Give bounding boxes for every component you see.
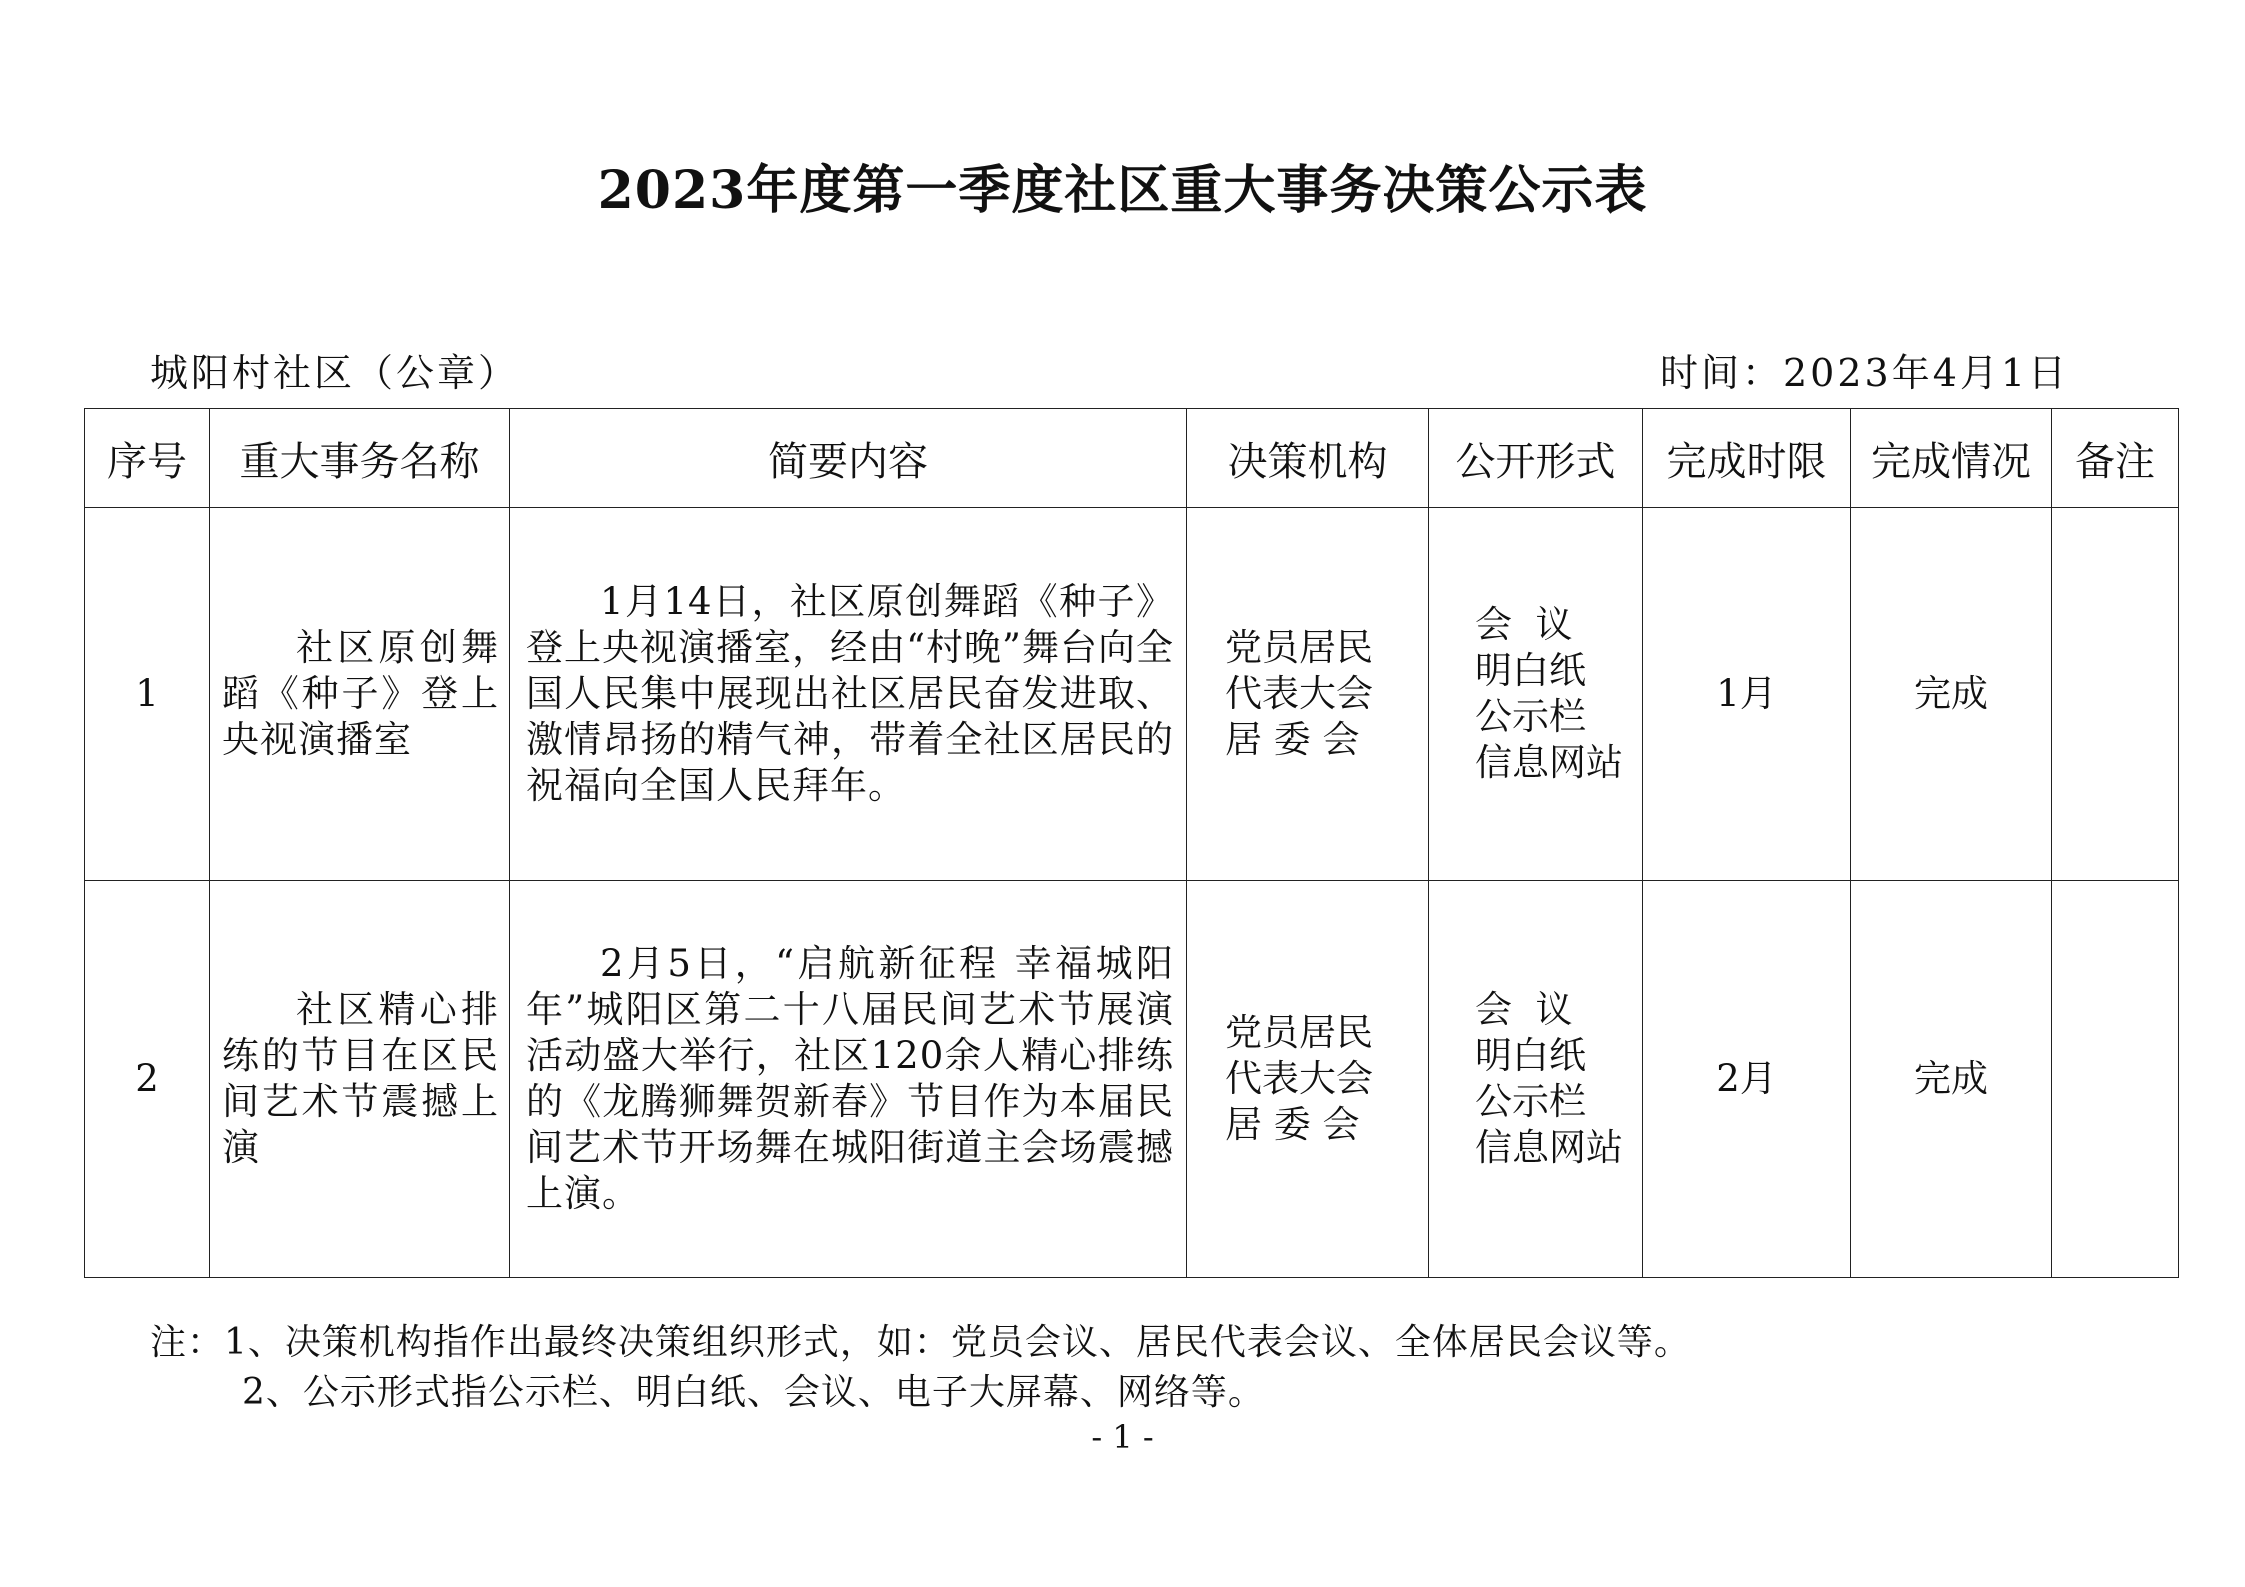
form-line: 明白纸 [1475,1034,1586,1077]
row-remark [2052,881,2179,1278]
row-status: 完成 [1851,881,2052,1278]
row-form [1429,881,1643,1278]
note-line: 注：1、决策机构指作出最终决策组织形式，如：党员会议、居民代表会议、全体居民会议等。 [150,1322,1691,1363]
header-name: 重大事务名称 [210,409,510,508]
row-no: 2 [85,881,210,1278]
row-name-text: 社区原创舞蹈《种子》登上央视演播室 [222,626,499,761]
row-content-text: 2月5日，“启航新征程 幸福城阳年”城阳区第二十八届民间艺术节展演活动盛大举行，社区120余人精心排练的《龙腾狮舞贺新春》节目作为本届民间艺术节开场舞在城阳街道主会场震撼上演。 [526,942,1174,1215]
org-line: 代表大会 [1225,1057,1373,1100]
header-form: 公开形式 [1429,409,1643,508]
row-deadline: 1月 [1643,508,1851,881]
form-line: 明白纸 [1475,649,1586,692]
form-line: 信息网站 [1475,741,1623,784]
row-content [510,881,1187,1278]
row-name [210,508,510,881]
row-name-text: 社区精心排练的节目在区民间艺术节震撼上演 [222,988,499,1169]
row-org [1187,881,1429,1278]
org-line: 居 委 会 [1225,718,1360,761]
row-org [1187,508,1429,881]
publish-date: 时间：2023年4月1日 [1660,351,2070,395]
form-line: 信息网站 [1475,1126,1623,1169]
row-status: 完成 [1851,508,2052,881]
header-status: 完成情况 [1851,409,2052,508]
note-line: 2、公示形式指公示栏、明白纸、会议、电子大屏幕、网络等。 [242,1372,1265,1413]
org-line: 代表大会 [1225,672,1373,715]
row-remark [2052,508,2179,881]
header-remark: 备注 [2052,409,2179,508]
row-content-text: 1月14日，社区原创舞蹈《种子》登上央视演播室，经由“村晚”舞台向全国人民集中展现出社区居民奋发进取、激情昂扬的精气神，带着全社区居民的祝福向全国人民拜年。 [526,580,1174,807]
page-title: 2023年度第一季度社区重大事务决策公示表 [597,160,1648,221]
org-line: 党员居民 [1225,1011,1373,1054]
community-seal-label: 城阳村社区（公章） [150,351,520,395]
header-content: 简要内容 [510,409,1187,508]
table-row [85,881,2179,1278]
row-content [510,508,1187,881]
table-header-row [85,409,2179,508]
row-name [210,881,510,1278]
header-no: 序号 [85,409,210,508]
form-line: 会 议 [1475,988,1573,1031]
decision-table [84,408,2179,1278]
form-line: 公示栏 [1475,695,1586,738]
header-org: 决策机构 [1187,409,1429,508]
table-row [85,508,2179,881]
page-number: - 1 - [1091,1418,1154,1456]
org-line: 党员居民 [1225,626,1373,669]
row-form [1429,508,1643,881]
row-no: 1 [85,508,210,881]
row-deadline: 2月 [1643,881,1851,1278]
form-line: 会 议 [1475,603,1573,646]
form-line: 公示栏 [1475,1080,1586,1123]
org-line: 居 委 会 [1225,1103,1360,1146]
header-deadline: 完成时限 [1643,409,1851,508]
notes [150,1318,1691,1418]
